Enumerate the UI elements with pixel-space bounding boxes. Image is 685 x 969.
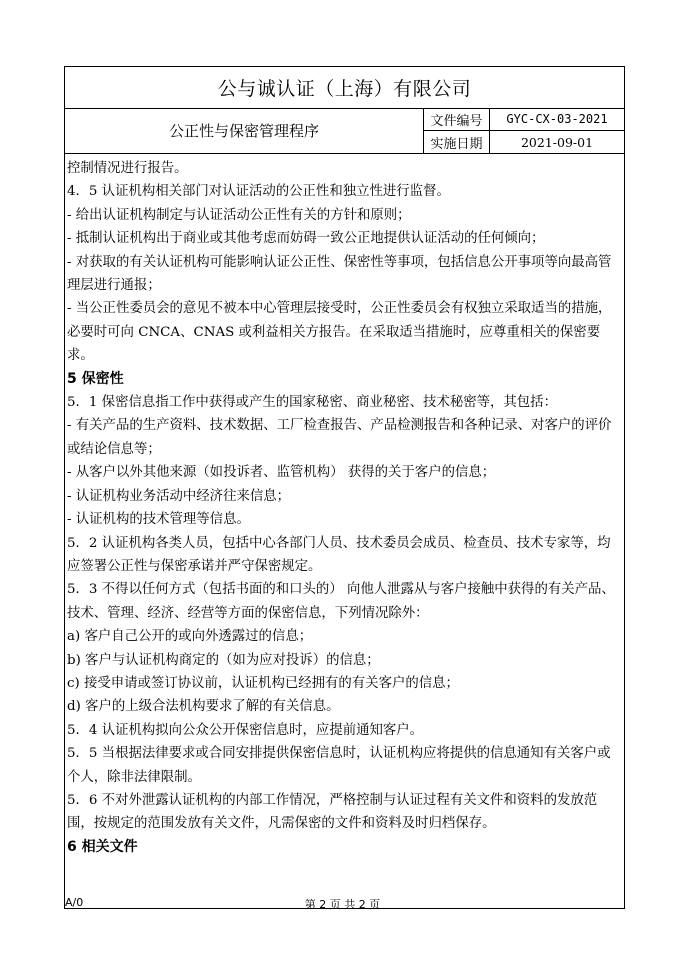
body-paragraph: b) 客户与认证机构商定的（如为应对投诉）的信息； xyxy=(67,652,380,668)
doc-number-value: GYC-CX-03-2021 xyxy=(506,112,608,126)
effective-date-value: 2021-09-01 xyxy=(520,134,594,150)
body-paragraph: 5．3 不得以任何方式（包括书面的和口头的） 向他人泄露从与客户接触中获得的有关产品、技术、管理、经济、经营等方面的保密信息，下列情况除外： xyxy=(67,582,615,621)
meta-table xyxy=(424,108,624,153)
doc-number-label: 文件编号 xyxy=(424,108,490,130)
body-paragraph: 5．6 不对外泄露认证机构的内部工作情况，严格控制与认证过程有关文件和资料的发放范围，按规定的范围发放有关文件，凡需保密的文件和资料及时归档保存。 xyxy=(67,792,598,832)
version-label: A/0 xyxy=(65,896,84,909)
body-paragraph: - 从客户以外其他来源（如投诉者、监管机构） 获得的关于客户的信息； xyxy=(67,465,496,481)
body-paragraph: 4．5 认证机构相关部门对认证活动的公正性和独立性进行监督。 xyxy=(67,184,450,200)
body-paragraph: - 有关产品的生产资料、技术数据、工厂检查报告、产品检测报告和各种记录、对客户的评价或结论信息等； xyxy=(67,418,612,457)
body-paragraph: c) 接受申请或签订协议前，认证机构已经拥有的有关客户的信息； xyxy=(67,675,459,691)
section-heading: 5 保密性 xyxy=(67,370,124,387)
body-paragraph: 5．4 认证机构拟向公众公开保密信息时，应提前通知客户。 xyxy=(67,722,424,738)
document-title: 公正性与保密管理程序 xyxy=(65,108,424,153)
body-paragraph: - 抵制认证机构出于商业或其他考虑而妨碍一致公正地提供认证活动的任何倾向； xyxy=(67,231,545,247)
company-name: 公与诚认证（上海）有限公司 xyxy=(65,67,624,109)
body-paragraph: d) 客户的上级合法机构要求了解的有关信息。 xyxy=(67,699,340,715)
body-paragraph: 5．2 认证机构各类人员，包括中心各部门人员、技术委员会成员、检查员、技术专家等，均应签署公正性与保密承诺并严守保密规定。 xyxy=(67,535,611,574)
body-paragraph: - 给出认证机构制定与认证活动公正性有关的方针和原则； xyxy=(67,207,411,223)
document-frame xyxy=(64,66,625,909)
page-number: 第 2 页 共 2 页 xyxy=(304,898,381,911)
section-heading: 6 相关文件 xyxy=(67,838,138,855)
body-paragraph: a) 客户自己公开的或向外透露过的信息； xyxy=(67,629,313,645)
body-paragraph: 5．1 保密信息指工作中获得或产生的国家秘密、商业秘密、技术秘密等，其包括： xyxy=(67,395,557,411)
body-paragraph: 控制情况进行报告。 xyxy=(67,161,188,176)
effective-date-row xyxy=(424,131,624,153)
body-paragraph: - 当公正性委员会的意见不被本中心管理层接受时，公正性委员会有权独立采取适当的措施，必要时可向 CNCA、CNAS 或利益相关方报告。在采取适当措施时，应尊重相关的保密要求。 xyxy=(67,301,612,364)
body-paragraph: - 认证机构的技术管理等信息。 xyxy=(67,512,250,528)
body-paragraph: - 认证机构业务活动中经济往来信息； xyxy=(67,488,291,504)
doc-number-row xyxy=(424,108,624,131)
document-body xyxy=(67,157,622,859)
body-paragraph: 5．5 当根据法律要求或合同安排提供保密信息时，认证机构应将提供的信息通知有关客户或个人，除非法律限制。 xyxy=(67,746,611,785)
title-row xyxy=(65,108,624,154)
effective-date-label: 实施日期 xyxy=(424,131,490,153)
body-paragraph: - 对获取的有关认证机构可能影响认证公正性、保密性等事项，包括信息公开事项等向最高管理层进行通报； xyxy=(67,254,612,294)
